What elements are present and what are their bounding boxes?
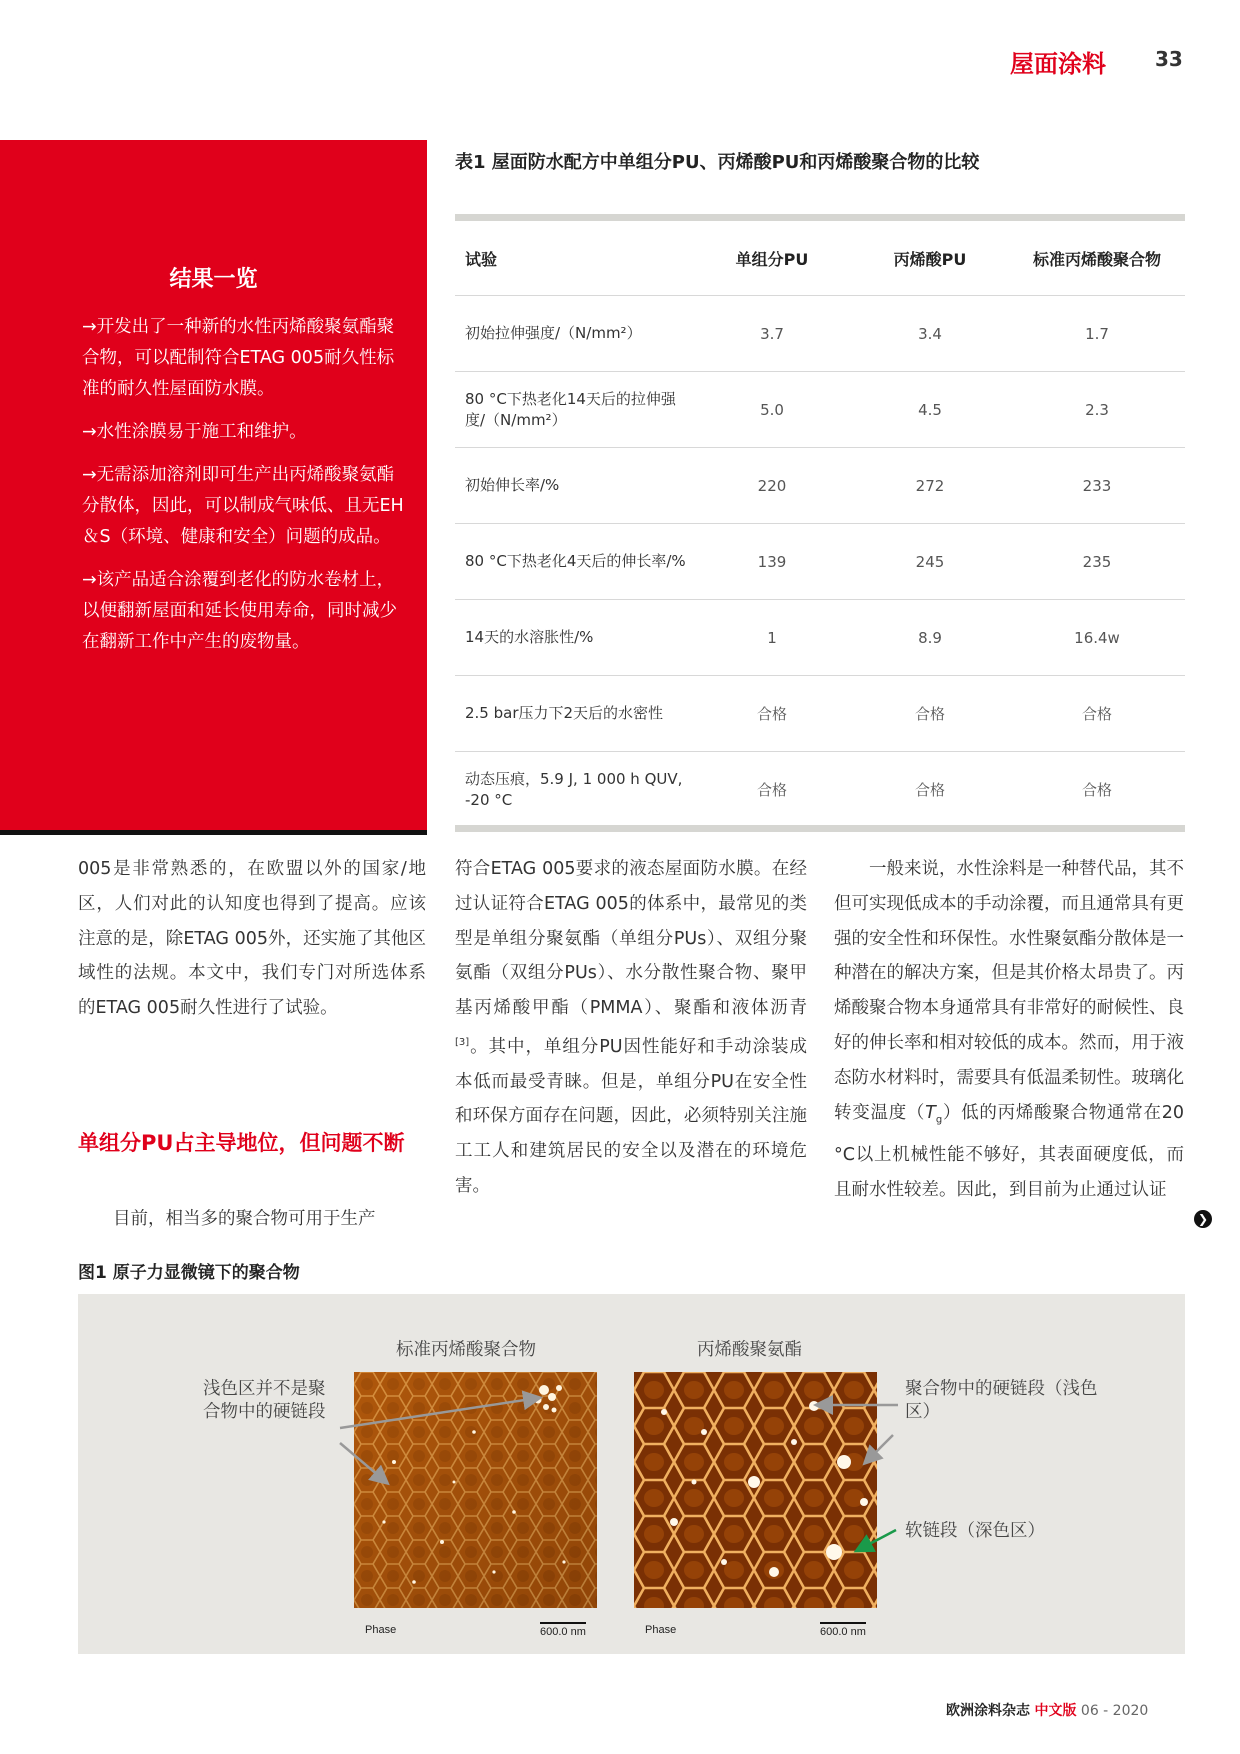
subheading: 单组分PU占主导地位，但问题不断 xyxy=(78,1131,405,1155)
summary-list xyxy=(82,312,404,670)
page-number: 33 xyxy=(1155,47,1183,71)
table-caption: 表1 屋面防水配方中单组分PU、丙烯酸PU和丙烯酸聚合物的比较 xyxy=(455,152,980,173)
table-cell: 3.4 xyxy=(851,296,1009,372)
paragraph xyxy=(834,852,1184,1207)
text-run: 。其中，单组分PU因性能好和手动涂装成本低而最受青睐。但是，单组分PU在安全性和环保方面存在问题，因此，必须特别关注施工工人和建筑居民的安全以及潜在的环境危害。 xyxy=(455,1036,807,1196)
table-cell: 合格 xyxy=(1009,752,1185,828)
table-cell: 80 °C下热老化4天后的伸长率/% xyxy=(455,524,693,600)
table-cell: 合格 xyxy=(851,752,1009,828)
continue-arrow-icon: ❯ xyxy=(1194,1210,1212,1228)
table-cell: 8.9 xyxy=(851,600,1009,676)
scale-label: 600.0 nm xyxy=(540,1626,586,1638)
table-cell: 初始拉伸强度/（N/mm²） xyxy=(455,296,693,372)
summary-item: →水性涂膜易于施工和维护。 xyxy=(82,422,307,442)
summary-bottom-rule xyxy=(0,830,427,835)
table-cell: 1.7 xyxy=(1009,296,1185,372)
table-header-cell: 试验 xyxy=(465,249,498,269)
paragraph: 目前，相当多的聚合物可用于生产 xyxy=(113,1209,376,1229)
table-cell: 235 xyxy=(1009,524,1185,600)
table-cell: 1 xyxy=(693,600,851,676)
text-run: 符合ETAG 005要求的液态屋面防水膜。在经过认证符合ETAG 005的体系中，最常见的类型是单组分聚氨酯（单组分PUs）、双组分聚氨酯（双组分PUs）、水分散性聚合物、聚甲基丙烯酸甲酯（PMMA）、聚酯和液体沥青 xyxy=(455,859,807,1019)
image-title: 丙烯酸聚氨酯 xyxy=(697,1340,802,1360)
table-cell: 272 xyxy=(851,448,1009,524)
annotation-hard-segment: 聚合物中的硬链段（浅色区） xyxy=(905,1379,1098,1422)
summary-item: →无需添加溶剂即可生产出丙烯酸聚氨酯分散体，因此，可以制成气味低、且无EH＆S（环境、健康和安全）问题的成品。 xyxy=(82,465,404,547)
table-cell: 初始伸长率/% xyxy=(455,448,693,524)
table-cell: 14天的水溶胀性/% xyxy=(455,600,693,676)
tg-subscript: g xyxy=(935,1114,943,1126)
phase-label: Phase xyxy=(645,1624,677,1636)
annotation-light-region: 浅色区并不是聚合物中的硬链段 xyxy=(203,1379,326,1422)
table-header-cell: 单组分PU xyxy=(735,249,809,269)
table-cell: 245 xyxy=(851,524,1009,600)
afm-image-acrylic-pu xyxy=(634,1372,877,1608)
text-run: ）低的丙烯酸聚合物通常在20 °C以上机械性能不够好，其表面硬度低，而且耐水性较差。因此，到目前为止通过认证 xyxy=(834,1102,1184,1200)
table-cell: 139 xyxy=(693,524,851,600)
table-header-cell: 标准丙烯酸聚合物 xyxy=(1032,249,1161,269)
paragraph: 005是非常熟悉的，在欧盟以外的国家/地区，人们对此的认知度也得到了提高。应该注意的是，除ETAG 005外，还实施了其他区域性的法规。本文中，我们专门对所选体系的ETAG 005耐久性进行了试验。 xyxy=(78,859,426,1019)
table-row xyxy=(455,600,1185,676)
summary-item: →该产品适合涂覆到老化的防水卷材上，以便翻新屋面和延长使用寿命，同时减少在翻新工作中产生的废物量。 xyxy=(82,570,397,652)
phase-label: Phase xyxy=(365,1624,397,1636)
footer-magazine: 欧洲涂料杂志 xyxy=(946,1703,1030,1719)
figure-panel xyxy=(78,1294,1185,1654)
footer xyxy=(946,1700,1148,1720)
section-title: 屋面涂料 xyxy=(1010,50,1106,78)
table-header-row xyxy=(455,221,1185,296)
reference-mark: [3] xyxy=(455,1036,470,1048)
table-cell: 2.5 bar压力下2天后的水密性 xyxy=(455,676,693,752)
footer-edition: 中文版 xyxy=(1034,1703,1077,1719)
table-cell: 220 xyxy=(693,448,851,524)
tg-symbol: T xyxy=(925,1102,936,1123)
footer-issue: 06 - 2020 xyxy=(1080,1703,1149,1719)
table-cell: 4.5 xyxy=(851,372,1009,448)
annotation-soft-segment: 软链段（深色区） xyxy=(905,1521,1045,1541)
scale-bar xyxy=(820,1622,866,1624)
figure-caption: 图1 原子力显微镜下的聚合物 xyxy=(78,1263,300,1283)
body-column-2 xyxy=(455,852,807,1204)
table-cell: 5.0 xyxy=(693,372,851,448)
table-bottom-rule xyxy=(455,825,1185,832)
table-cell: 合格 xyxy=(693,752,851,828)
body-column-3 xyxy=(834,852,1184,1207)
summary-title: 结果一览 xyxy=(169,267,258,292)
table-row xyxy=(455,524,1185,600)
table-row xyxy=(455,676,1185,752)
table-cell: 合格 xyxy=(693,676,851,752)
table-row xyxy=(455,296,1185,372)
image-title: 标准丙烯酸聚合物 xyxy=(396,1340,536,1360)
table-header-cell: 丙烯酸PU xyxy=(893,249,967,269)
table-row xyxy=(455,448,1185,524)
table-cell: 16.4w xyxy=(1009,600,1185,676)
paragraph xyxy=(455,852,807,1204)
comparison-table xyxy=(455,221,1185,827)
body-column-1 xyxy=(78,852,426,1026)
table-cell: 2.3 xyxy=(1009,372,1185,448)
scale-label: 600.0 nm xyxy=(820,1626,866,1638)
afm-image-acrylic xyxy=(354,1372,597,1608)
table-top-rule xyxy=(455,214,1185,221)
scale-bar xyxy=(540,1622,586,1624)
table-cell: 合格 xyxy=(1009,676,1185,752)
table-cell: 233 xyxy=(1009,448,1185,524)
table-cell: 动态压痕，5.9 J, 1 000 h QUV, -20 °C xyxy=(455,752,693,828)
table-row xyxy=(455,752,1185,828)
table-cell: 合格 xyxy=(851,676,1009,752)
summary-item: →开发出了一种新的水性丙烯酸聚氨酯聚合物，可以配制符合ETAG 005耐久性标准的耐久性屋面防水膜。 xyxy=(82,317,395,399)
table-row xyxy=(455,372,1185,448)
body-column-1-continued xyxy=(78,1202,426,1237)
table-cell: 80 °C下热老化14天后的拉伸强度/（N/mm²） xyxy=(455,372,693,448)
text-run: 一般来说，水性涂料是一种替代品，其不但可实现低成本的手动涂覆，而且通常具有更强的安全性和环保性。水性聚氨酯分散体是一种潜在的解决方案，但是其价格太昂贵了。丙烯酸聚合物本身通常具有非常好的耐候性、良好的伸长率和相对较低的成本。然而，用于液态防水材料时，需要具有低温柔韧性。玻璃化转变温度（ xyxy=(834,859,1184,1123)
table-cell: 3.7 xyxy=(693,296,851,372)
